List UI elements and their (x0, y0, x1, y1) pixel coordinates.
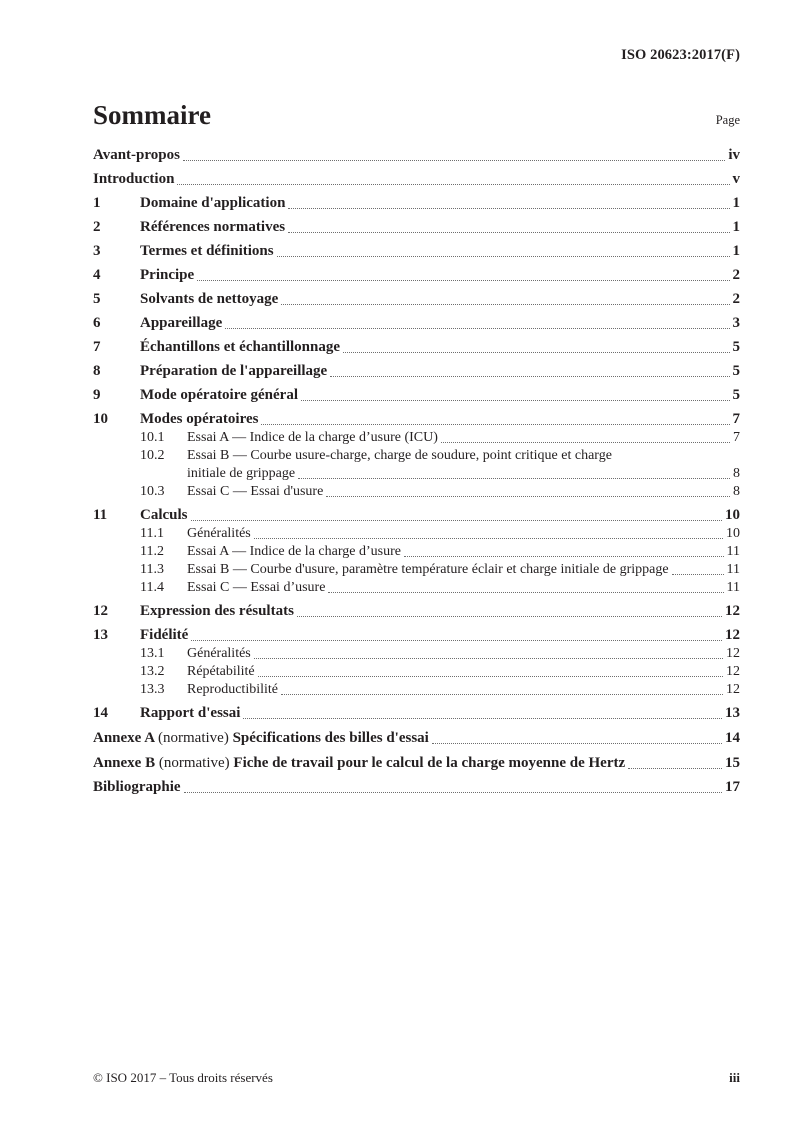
entry-page: 11 (726, 544, 740, 559)
entry-label: Essai C — Essai d'usure (187, 484, 324, 499)
entry-label: Mode opératoire général (140, 387, 299, 403)
toc-entry[interactable] (93, 362, 740, 381)
entry-label: Généralités (187, 646, 251, 661)
dot-leader (243, 718, 722, 719)
toc-entry[interactable] (93, 170, 740, 189)
entry-label: Rapport d'essai (140, 705, 241, 721)
entry-label: Termes et définitions (140, 243, 274, 259)
entry-number: 9 (93, 387, 101, 403)
annex-qualifier: (normative) (158, 730, 229, 746)
toc-entry[interactable] (93, 410, 740, 429)
toc-entry[interactable] (93, 447, 740, 483)
toc-entry[interactable] (93, 194, 740, 213)
dot-leader (254, 658, 723, 659)
entry-label: Introduction (93, 171, 175, 187)
entry-page: 12 (726, 682, 740, 697)
entry-page: 5 (732, 363, 740, 379)
dot-leader (191, 640, 722, 641)
entry-label: Essai B — Courbe usure-charge, charge de soudure, point critique et charge (187, 448, 612, 463)
toc-entry[interactable] (93, 754, 740, 773)
page-footer (93, 1070, 740, 1086)
dot-leader (301, 400, 729, 401)
dot-leader (281, 304, 729, 305)
dot-leader (298, 478, 730, 479)
toc-entry[interactable] (93, 525, 740, 543)
entry-page: 14 (725, 730, 740, 746)
dot-leader (191, 520, 722, 521)
dot-leader (177, 184, 729, 185)
toc-entry[interactable] (93, 729, 740, 748)
entry-number: 11 (93, 507, 108, 523)
toc-entry[interactable] (93, 778, 740, 797)
entry-page: 8 (733, 466, 740, 481)
entry-number: 13.2 (140, 664, 165, 679)
entry-page: 8 (733, 484, 740, 499)
entry-page: 1 (732, 243, 740, 259)
entry-label: Essai A — Indice de la charge d’usure (187, 544, 401, 559)
dot-leader (254, 538, 723, 539)
toc-entry[interactable] (93, 146, 740, 165)
dot-leader (258, 676, 723, 677)
entry-number: 5 (93, 291, 101, 307)
entry-number: 4 (93, 267, 101, 283)
entry-number: 14 (93, 705, 108, 721)
entry-label: Domaine d'application (140, 195, 286, 211)
toc-entry[interactable] (93, 429, 740, 447)
document-reference: ISO 20623:2017(F) (621, 47, 740, 63)
entry-label: Essai B — Courbe d'usure, paramètre température éclair et charge initiale de grippage (187, 562, 669, 577)
entry-number: 10 (93, 411, 108, 427)
entry-page: iv (728, 147, 740, 163)
dot-leader (326, 496, 730, 497)
toc-entry[interactable] (93, 483, 740, 501)
toc-entry[interactable] (93, 681, 740, 699)
entry-label: Expression des résultats (140, 603, 294, 619)
dot-leader (281, 694, 723, 695)
entry-title: Spécifications des billes d'essai (232, 730, 429, 746)
toc-entry[interactable] (93, 290, 740, 309)
entry-number: 13.3 (140, 682, 165, 697)
toc-entry[interactable] (93, 663, 740, 681)
dot-leader (297, 616, 722, 617)
entry-page: 5 (732, 339, 740, 355)
dot-leader (183, 160, 725, 161)
entry-number: 6 (93, 315, 101, 331)
entry-page: 13 (725, 705, 740, 721)
entry-number: 11.4 (140, 580, 164, 595)
entry-label: Essai A — Indice de la charge d’usure (ICU) (187, 430, 438, 445)
toc-entry[interactable] (93, 506, 740, 525)
dot-leader (404, 556, 724, 557)
entry-number: 10.1 (140, 430, 165, 445)
dot-leader (328, 592, 723, 593)
entry-page: v (732, 171, 740, 187)
entry-page: 11 (726, 562, 740, 577)
toc-entry[interactable] (93, 314, 740, 333)
entry-title: Fiche de travail pour le calcul de la charge moyenne de Hertz (233, 755, 626, 771)
entry-label (93, 729, 429, 748)
entry-page: 1 (732, 219, 740, 235)
annex-qualifier: (normative) (158, 755, 230, 771)
entry-label: Échantillons et échantillonnage (140, 339, 341, 355)
entry-page: 5 (732, 387, 740, 403)
dot-leader (628, 768, 722, 769)
dot-leader (197, 280, 729, 281)
entry-page: 2 (732, 291, 740, 307)
entry-number: 10.2 (140, 448, 165, 463)
dot-leader (184, 792, 722, 793)
page-column-label: Page (715, 113, 740, 127)
entry-label: Principe (140, 267, 195, 283)
annex-prefix: Annexe A (93, 730, 155, 746)
entry-label: Répétabilité (187, 664, 255, 679)
entry-page: 10 (726, 526, 740, 541)
entry-page: 12 (725, 603, 740, 619)
toc-entry[interactable] (93, 338, 740, 357)
footer-page-number: iii (729, 1070, 740, 1085)
dot-leader (672, 574, 724, 575)
toc-title: Sommaire (93, 100, 211, 130)
dot-leader (261, 424, 729, 425)
toc-entry[interactable] (93, 626, 740, 645)
entry-label: Fidélité (140, 627, 189, 643)
entry-number: 7 (93, 339, 101, 355)
dot-leader (288, 208, 729, 209)
entry-page: 11 (726, 580, 740, 595)
annex-prefix: Annexe B (93, 755, 156, 771)
toc-header (93, 100, 740, 130)
dot-leader (277, 256, 730, 257)
entry-label: Références normatives (140, 219, 286, 235)
dot-leader (225, 328, 729, 329)
entry-label: Reproductibilité (187, 682, 278, 697)
entry-page: 2 (732, 267, 740, 283)
entry-page: 17 (725, 779, 740, 795)
dot-leader (343, 352, 729, 353)
entry-number: 8 (93, 363, 101, 379)
entry-label (93, 754, 625, 773)
entry-number: 13 (93, 627, 108, 643)
entry-label: Appareillage (140, 315, 223, 331)
entry-number: 3 (93, 243, 101, 259)
entry-page: 7 (732, 411, 740, 427)
entry-page: 3 (732, 315, 740, 331)
entry-label: Modes opératoires (140, 411, 259, 427)
entry-label: Généralités (187, 526, 251, 541)
entry-page: 12 (725, 627, 740, 643)
entry-label: Avant-propos (93, 147, 180, 163)
entry-page: 1 (732, 195, 740, 211)
dot-leader (441, 442, 730, 443)
toc-entry[interactable] (93, 704, 740, 723)
dot-leader (288, 232, 729, 233)
entry-number: 11.3 (140, 562, 164, 577)
entry-label: Essai C — Essai d’usure (187, 580, 326, 595)
entry-label-continued: initiale de grippage (187, 466, 296, 481)
toc-entry[interactable] (93, 602, 740, 621)
entry-page: 12 (726, 646, 740, 661)
entry-page: 15 (725, 755, 740, 771)
entry-number: 11.1 (140, 526, 164, 541)
entry-number: 1 (93, 195, 101, 211)
toc-entry[interactable] (93, 543, 740, 561)
entry-number: 10.3 (140, 484, 165, 499)
entry-page: 7 (733, 430, 740, 445)
toc-list (93, 146, 740, 797)
entry-label: Solvants de nettoyage (140, 291, 279, 307)
entry-label: Bibliographie (93, 779, 181, 795)
entry-number: 2 (93, 219, 101, 235)
entry-label: Préparation de l'appareillage (140, 363, 328, 379)
toc-entry[interactable] (93, 242, 740, 261)
entry-label: Calculs (140, 507, 188, 523)
entry-page: 12 (726, 664, 740, 679)
toc-entry[interactable] (93, 579, 740, 597)
entry-number: 11.2 (140, 544, 164, 559)
toc-entry[interactable] (93, 645, 740, 663)
footer-copyright: © ISO 2017 – Tous droits réservés (93, 1070, 273, 1085)
entry-number: 13.1 (140, 646, 165, 661)
toc-entry[interactable] (93, 218, 740, 237)
toc-entry[interactable] (93, 266, 740, 285)
entry-number: 12 (93, 603, 108, 619)
toc-entry[interactable] (93, 386, 740, 405)
toc-entry[interactable] (93, 561, 740, 579)
entry-page: 10 (725, 507, 740, 523)
dot-leader (330, 376, 729, 377)
dot-leader (432, 743, 722, 744)
